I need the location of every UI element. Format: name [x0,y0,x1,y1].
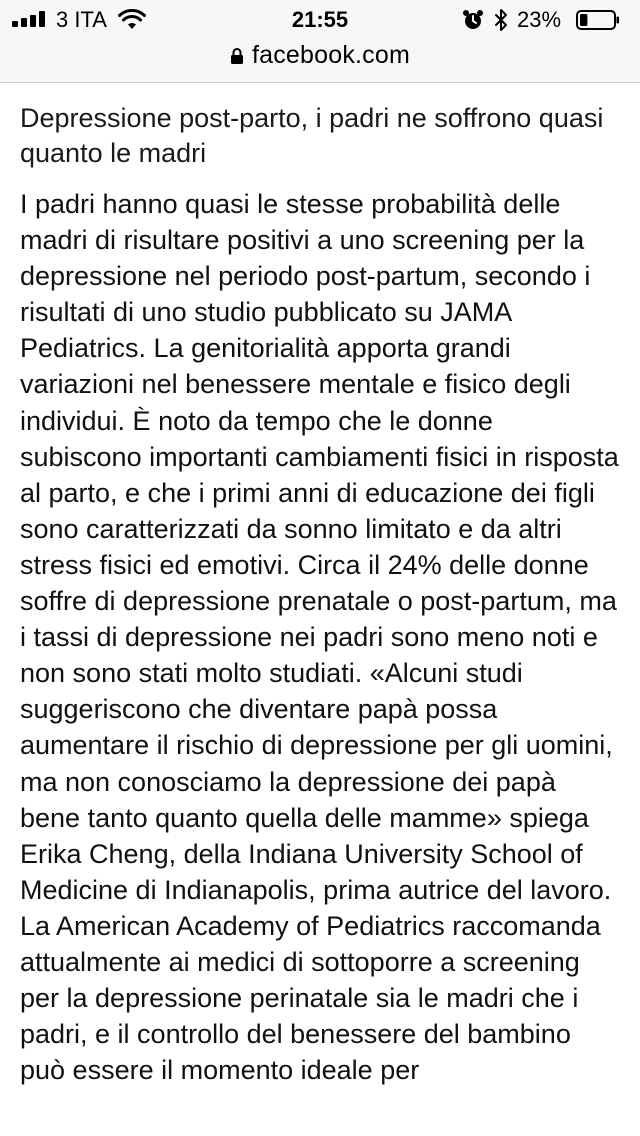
article-title: Depressione post-parto, i padri ne soffrono quasi quanto le madri [20,103,604,168]
lock-icon [230,47,244,65]
status-time: 21:55 [291,7,349,32]
bluetooth-icon [494,8,508,32]
article-body: I padri hanno quasi le stesse probabilità delle madri di risultare positivi a uno screening per la depressione nel periodo post-partum, secondo i risultati di uno studio pubblicato su JAMA Pediatrics. La genitorialità apporta grandi variazioni nel benessere mentale e fisico degli individui. È noto da tempo che le donne subiscono importanti cambiamenti fisici in risposta al parto, e che i primi anni di educazione dei figli sono caratterizzati da sonno limitato e da altri stress fisici ed emotivi. Circa il 24% delle donne soffre di depressione prenatale o post-partum, ma i tassi di depressione nei padri sono meno noti e non sono stati molto studiati. «Alcuni studi suggeriscono che diventare papà possa aumentare il rischio di depressione per gli uomini, ma non conosciamo la depressione dei papà bene tanto quanto quella delle mamme» spiega Erika Cheng, della Indiana University School of Medicine di Indianapolis, prima autrice del lavoro. La American Academy of Pediatrics raccomanda attualmente ai medici di sottoporre a screening per la depressione perinatale sia le madri che i padri, e il controllo del benessere del bambino può essere il momento ideale per [20,189,619,1086]
carrier-name: 3 ITA [56,7,107,32]
url-text[interactable]: facebook.com [251,41,411,69]
article [20,83,620,1088]
address-bar[interactable] [0,40,640,83]
status-bar [0,0,640,40]
alarm-icon [462,9,484,31]
battery-percent: 23% [517,7,562,32]
battery-icon [576,10,620,30]
